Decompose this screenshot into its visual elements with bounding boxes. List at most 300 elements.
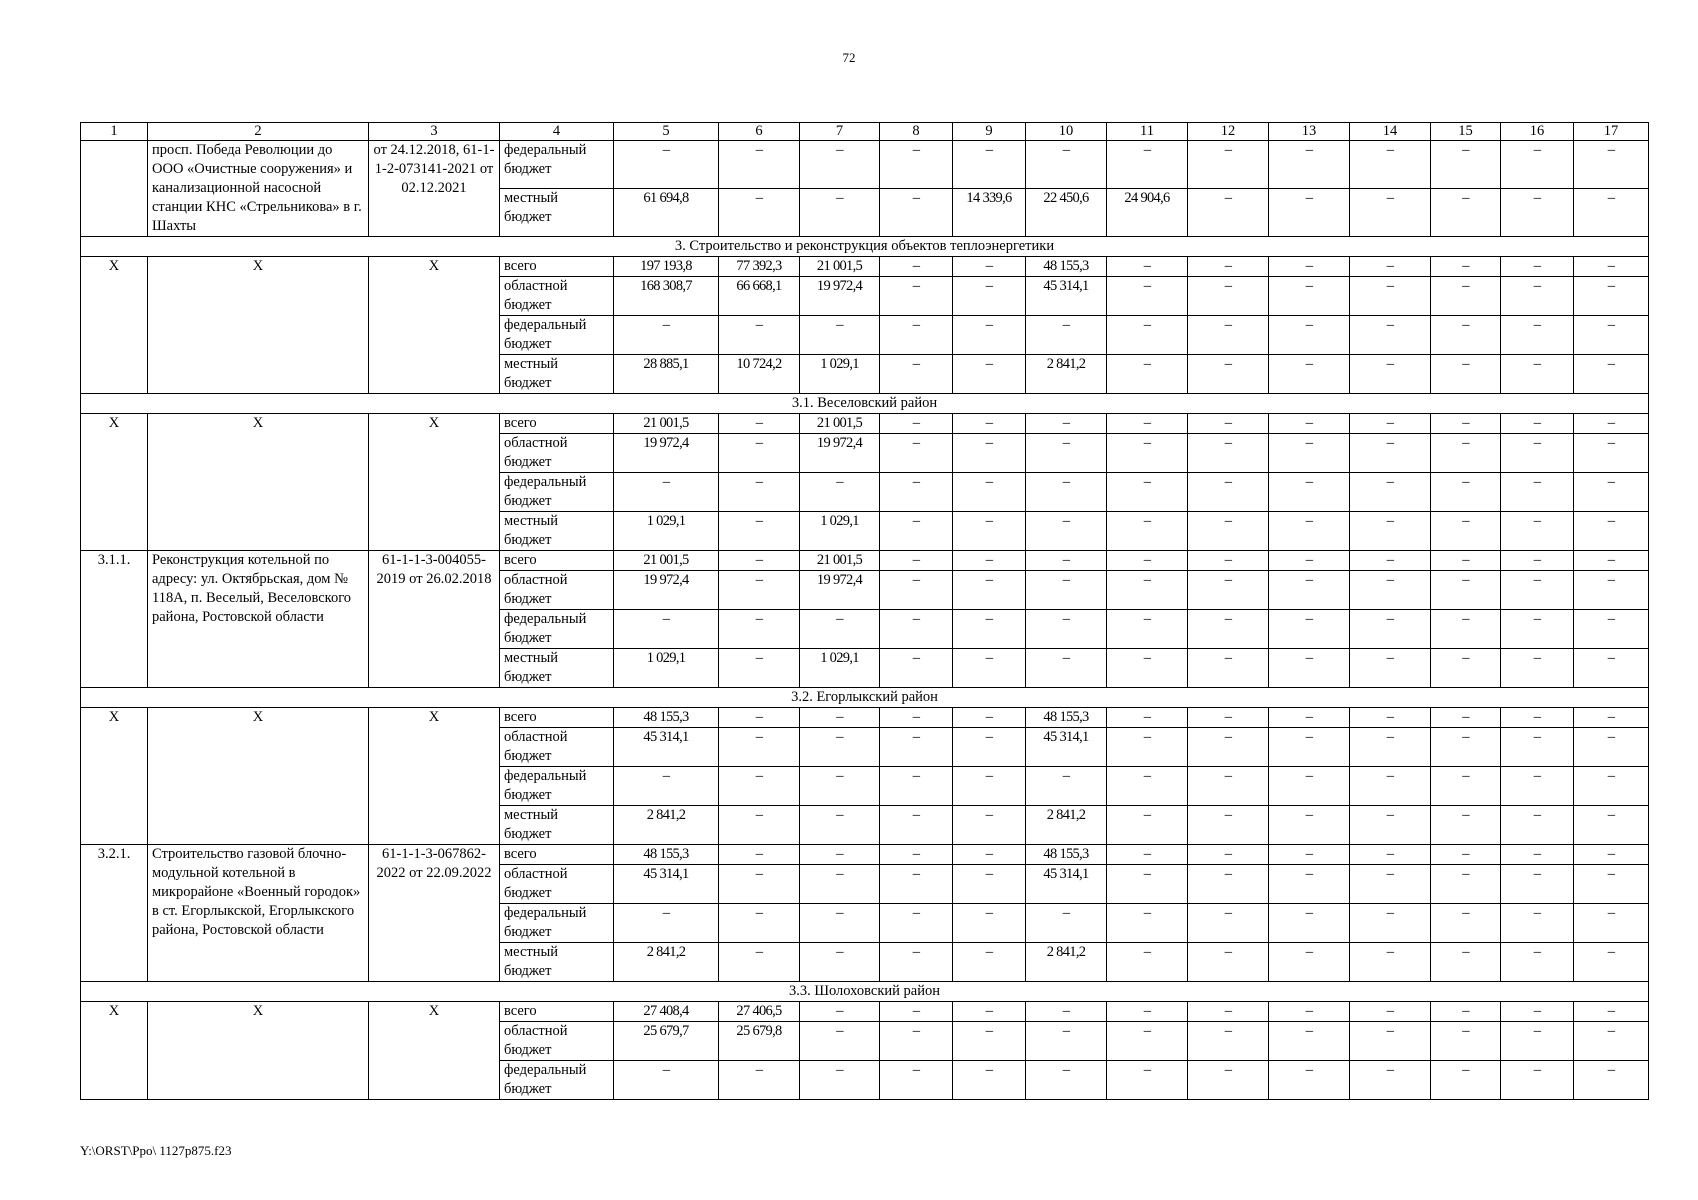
value-cell: – <box>1188 551 1269 571</box>
value-cell: – <box>800 845 880 865</box>
value-cell: – <box>1269 1022 1350 1061</box>
section-title: 3. Строительство и реконструкция объектов теплоэнергетики <box>81 237 1649 257</box>
value-cell: – <box>1107 649 1188 688</box>
value-cell: – <box>1188 277 1269 316</box>
value-cell: – <box>1107 806 1188 845</box>
section-title: 3.1. Веселовский район <box>81 394 1649 414</box>
value-cell: – <box>1107 1022 1188 1061</box>
value-cell: – <box>880 189 953 237</box>
value-cell: – <box>880 1002 953 1022</box>
column-header: 11 <box>1107 123 1188 141</box>
value-cell: 24 904,6 <box>1107 189 1188 237</box>
row-number-cell: 3.1.1. <box>81 551 148 688</box>
value-cell: 61 694,8 <box>614 189 719 237</box>
value-cell: – <box>1501 512 1574 551</box>
value-cell: – <box>800 806 880 845</box>
funding-source-cell: федеральный бюджет <box>500 141 614 189</box>
value-cell: – <box>1350 316 1431 355</box>
value-cell: – <box>800 473 880 512</box>
table-row <box>81 141 1649 189</box>
funding-source-cell: местный бюджет <box>500 512 614 551</box>
value-cell: – <box>953 571 1026 610</box>
row-number-cell: Х <box>81 257 148 394</box>
column-header: 4 <box>500 123 614 141</box>
value-cell: – <box>880 473 953 512</box>
funding-source-cell: федеральный бюджет <box>500 904 614 943</box>
value-cell: – <box>1501 571 1574 610</box>
column-header: 1 <box>81 123 148 141</box>
value-cell: – <box>1350 257 1431 277</box>
value-cell: – <box>800 316 880 355</box>
value-cell: – <box>1026 1022 1107 1061</box>
value-cell: – <box>1501 1022 1574 1061</box>
funding-source-cell: областной бюджет <box>500 571 614 610</box>
value-cell: – <box>1350 551 1431 571</box>
value-cell: – <box>1269 708 1350 728</box>
value-cell: – <box>1026 571 1107 610</box>
value-cell: – <box>614 316 719 355</box>
value-cell: – <box>1501 1061 1574 1100</box>
value-cell: – <box>1269 610 1350 649</box>
value-cell: – <box>1188 257 1269 277</box>
value-cell: – <box>1188 512 1269 551</box>
value-cell: 27 408,4 <box>614 1002 719 1022</box>
value-cell: – <box>953 257 1026 277</box>
value-cell: – <box>719 845 800 865</box>
value-cell: – <box>1431 512 1501 551</box>
value-cell: 1 029,1 <box>800 649 880 688</box>
value-cell: – <box>1269 649 1350 688</box>
document-cell: 61-1-1-3-004055-2019 от 26.02.2018 <box>369 551 500 688</box>
value-cell: – <box>1107 257 1188 277</box>
value-cell: – <box>880 943 953 982</box>
value-cell: – <box>1107 571 1188 610</box>
document-cell: Х <box>369 1002 500 1100</box>
value-cell: – <box>719 865 800 904</box>
value-cell: – <box>1574 1061 1649 1100</box>
value-cell: – <box>953 610 1026 649</box>
value-cell: – <box>1431 708 1501 728</box>
funding-source-cell: областной бюджет <box>500 728 614 767</box>
value-cell: – <box>1574 865 1649 904</box>
value-cell: – <box>1269 141 1350 189</box>
value-cell: – <box>1574 512 1649 551</box>
value-cell: – <box>1574 189 1649 237</box>
value-cell: – <box>719 316 800 355</box>
value-cell: – <box>1188 316 1269 355</box>
funding-source-cell: всего <box>500 551 614 571</box>
value-cell: – <box>1431 1022 1501 1061</box>
value-cell: – <box>1501 1002 1574 1022</box>
value-cell: – <box>1501 316 1574 355</box>
value-cell: – <box>1188 806 1269 845</box>
value-cell: – <box>1574 1002 1649 1022</box>
value-cell: – <box>880 708 953 728</box>
value-cell: – <box>953 355 1026 394</box>
value-cell: – <box>614 610 719 649</box>
value-cell: 1 029,1 <box>614 649 719 688</box>
value-cell: – <box>1431 571 1501 610</box>
value-cell: – <box>953 1022 1026 1061</box>
value-cell: – <box>719 1061 800 1100</box>
value-cell: – <box>1107 865 1188 904</box>
value-cell: – <box>1350 610 1431 649</box>
value-cell: – <box>800 865 880 904</box>
column-header: 13 <box>1269 123 1350 141</box>
value-cell: – <box>1107 1002 1188 1022</box>
value-cell: 48 155,3 <box>1026 257 1107 277</box>
value-cell: – <box>1574 473 1649 512</box>
value-cell: – <box>1188 904 1269 943</box>
value-cell: – <box>1574 649 1649 688</box>
funding-source-cell: местный бюджет <box>500 943 614 982</box>
column-header: 7 <box>800 123 880 141</box>
value-cell: – <box>1431 728 1501 767</box>
value-cell: – <box>1107 943 1188 982</box>
value-cell: – <box>1188 610 1269 649</box>
value-cell: – <box>880 512 953 551</box>
value-cell: – <box>953 728 1026 767</box>
value-cell: – <box>800 1061 880 1100</box>
value-cell: – <box>614 473 719 512</box>
value-cell: 168 308,7 <box>614 277 719 316</box>
value-cell: – <box>1501 708 1574 728</box>
value-cell: – <box>1350 141 1431 189</box>
value-cell: – <box>953 277 1026 316</box>
value-cell: – <box>1188 473 1269 512</box>
value-cell: – <box>1574 610 1649 649</box>
funding-source-cell: всего <box>500 708 614 728</box>
value-cell: 19 972,4 <box>800 434 880 473</box>
value-cell: – <box>880 355 953 394</box>
value-cell: – <box>719 767 800 806</box>
value-cell: – <box>1026 473 1107 512</box>
value-cell: – <box>1188 649 1269 688</box>
value-cell: – <box>953 904 1026 943</box>
value-cell: – <box>1350 189 1431 237</box>
value-cell: – <box>1501 277 1574 316</box>
funding-source-cell: областной бюджет <box>500 277 614 316</box>
value-cell: 66 668,1 <box>719 277 800 316</box>
value-cell: – <box>1107 610 1188 649</box>
value-cell: 10 724,2 <box>719 355 800 394</box>
value-cell: – <box>1350 649 1431 688</box>
column-header: 9 <box>953 123 1026 141</box>
value-cell: – <box>880 845 953 865</box>
value-cell: – <box>953 414 1026 434</box>
value-cell: – <box>1431 189 1501 237</box>
value-cell: – <box>1350 434 1431 473</box>
value-cell: – <box>1431 806 1501 845</box>
value-cell: – <box>1501 189 1574 237</box>
value-cell: – <box>1574 904 1649 943</box>
value-cell: – <box>880 141 953 189</box>
value-cell: – <box>800 728 880 767</box>
value-cell: – <box>1188 1061 1269 1100</box>
value-cell: – <box>1350 571 1431 610</box>
value-cell: – <box>1501 728 1574 767</box>
value-cell: – <box>1269 277 1350 316</box>
value-cell: – <box>1574 414 1649 434</box>
value-cell: – <box>953 316 1026 355</box>
value-cell: – <box>1188 728 1269 767</box>
value-cell: – <box>1574 434 1649 473</box>
value-cell: – <box>880 277 953 316</box>
value-cell: – <box>1026 414 1107 434</box>
value-cell: 28 885,1 <box>614 355 719 394</box>
value-cell: – <box>800 904 880 943</box>
value-cell: – <box>719 414 800 434</box>
value-cell: – <box>800 767 880 806</box>
column-header-row <box>81 123 1649 141</box>
value-cell: – <box>1107 512 1188 551</box>
value-cell: – <box>953 434 1026 473</box>
value-cell: – <box>880 767 953 806</box>
value-cell: 45 314,1 <box>614 865 719 904</box>
page-number: 72 <box>842 50 856 65</box>
value-cell: – <box>1501 141 1574 189</box>
value-cell: – <box>1269 434 1350 473</box>
funding-source-cell: федеральный бюджет <box>500 610 614 649</box>
value-cell: 2 841,2 <box>614 806 719 845</box>
value-cell: – <box>1574 257 1649 277</box>
value-cell: – <box>880 257 953 277</box>
value-cell: – <box>953 806 1026 845</box>
value-cell: 2 841,2 <box>614 943 719 982</box>
value-cell: – <box>800 1002 880 1022</box>
value-cell: – <box>719 189 800 237</box>
value-cell: 2 841,2 <box>1026 355 1107 394</box>
value-cell: – <box>1350 512 1431 551</box>
value-cell: – <box>1269 316 1350 355</box>
value-cell: 19 972,4 <box>614 571 719 610</box>
column-header: 8 <box>880 123 953 141</box>
value-cell: 45 314,1 <box>614 728 719 767</box>
footer-path: Y:\ORST\Ppo\ 1127p875.f23 <box>80 1143 232 1158</box>
value-cell: – <box>880 316 953 355</box>
column-header: 15 <box>1431 123 1501 141</box>
value-cell: 21 001,5 <box>800 257 880 277</box>
value-cell: – <box>953 512 1026 551</box>
value-cell: – <box>719 512 800 551</box>
column-header: 16 <box>1501 123 1574 141</box>
funding-source-cell: областной бюджет <box>500 434 614 473</box>
value-cell: – <box>1574 806 1649 845</box>
value-cell: – <box>1501 943 1574 982</box>
value-cell: – <box>1501 355 1574 394</box>
value-cell: – <box>719 649 800 688</box>
row-number-cell: Х <box>81 414 148 551</box>
value-cell: – <box>1188 434 1269 473</box>
funding-source-cell: всего <box>500 257 614 277</box>
value-cell: – <box>1431 1061 1501 1100</box>
value-cell: – <box>1107 904 1188 943</box>
value-cell: 19 972,4 <box>800 571 880 610</box>
value-cell: – <box>1431 277 1501 316</box>
value-cell: – <box>1107 355 1188 394</box>
value-cell: – <box>880 551 953 571</box>
value-cell: – <box>719 141 800 189</box>
value-cell: – <box>719 708 800 728</box>
value-cell: – <box>1501 414 1574 434</box>
column-header: 14 <box>1350 123 1431 141</box>
value-cell: – <box>1501 806 1574 845</box>
value-cell: – <box>1431 1002 1501 1022</box>
value-cell: – <box>1026 434 1107 473</box>
column-header: 12 <box>1188 123 1269 141</box>
funding-source-cell: всего <box>500 845 614 865</box>
value-cell: – <box>1501 904 1574 943</box>
column-header: 17 <box>1574 123 1649 141</box>
document-cell: от 24.12.2018, 61-1-1-2-073141-2021 от 02.12.2021 <box>369 141 500 237</box>
value-cell: – <box>1107 277 1188 316</box>
value-cell: – <box>1269 943 1350 982</box>
value-cell: – <box>1269 904 1350 943</box>
value-cell: – <box>953 141 1026 189</box>
value-cell: – <box>1188 845 1269 865</box>
value-cell: – <box>1574 571 1649 610</box>
table-row <box>81 257 1649 277</box>
value-cell: – <box>953 845 1026 865</box>
value-cell: – <box>1501 473 1574 512</box>
value-cell: – <box>1026 316 1107 355</box>
value-cell: 77 392,3 <box>719 257 800 277</box>
value-cell: – <box>1350 1002 1431 1022</box>
value-cell: – <box>880 414 953 434</box>
object-name-cell: Строительство газовой блочно-модульной котельной в микрорайоне «Военный городок» в ст. Егорлыкской, Егорлыкского района, Ростовской области <box>148 845 369 982</box>
section-title-row <box>81 688 1649 708</box>
value-cell: 21 001,5 <box>800 551 880 571</box>
value-cell: – <box>1574 141 1649 189</box>
column-header: 10 <box>1026 123 1107 141</box>
value-cell: 22 450,6 <box>1026 189 1107 237</box>
value-cell: – <box>1350 473 1431 512</box>
value-cell: – <box>1269 571 1350 610</box>
value-cell: – <box>1188 708 1269 728</box>
object-name-cell: Х <box>148 257 369 394</box>
value-cell: – <box>1107 551 1188 571</box>
funding-source-cell: местный бюджет <box>500 649 614 688</box>
table-row <box>81 414 1649 434</box>
value-cell: – <box>1431 610 1501 649</box>
value-cell: – <box>1574 845 1649 865</box>
object-name-cell: Реконструкция котельной по адресу: ул. Октябрьская, дом № 118А, п. Веселый, Веселовского района, Ростовской области <box>148 551 369 688</box>
table-row <box>81 1002 1649 1022</box>
value-cell: – <box>1431 865 1501 904</box>
value-cell: – <box>1350 806 1431 845</box>
column-header: 6 <box>719 123 800 141</box>
value-cell: 21 001,5 <box>614 551 719 571</box>
value-cell: – <box>1026 551 1107 571</box>
section-title-row <box>81 394 1649 414</box>
value-cell: – <box>880 1061 953 1100</box>
value-cell: – <box>880 610 953 649</box>
value-cell: – <box>1107 316 1188 355</box>
value-cell: – <box>719 806 800 845</box>
value-cell: – <box>1188 943 1269 982</box>
value-cell: – <box>880 571 953 610</box>
value-cell: – <box>1501 610 1574 649</box>
value-cell: – <box>953 551 1026 571</box>
value-cell: – <box>1269 473 1350 512</box>
object-name-cell: Х <box>148 708 369 845</box>
table-row <box>81 845 1649 865</box>
value-cell: – <box>1269 865 1350 904</box>
row-number-cell: Х <box>81 708 148 845</box>
value-cell: – <box>1574 551 1649 571</box>
value-cell: – <box>1350 1061 1431 1100</box>
value-cell: – <box>1350 708 1431 728</box>
funding-source-cell: федеральный бюджет <box>500 473 614 512</box>
funding-source-cell: федеральный бюджет <box>500 316 614 355</box>
value-cell: – <box>1026 649 1107 688</box>
value-cell: – <box>1107 434 1188 473</box>
value-cell: – <box>1431 355 1501 394</box>
value-cell: – <box>719 610 800 649</box>
value-cell: 19 972,4 <box>614 434 719 473</box>
value-cell: 197 193,8 <box>614 257 719 277</box>
value-cell: – <box>1188 1002 1269 1022</box>
value-cell: – <box>1269 257 1350 277</box>
value-cell: – <box>1574 277 1649 316</box>
column-header: 3 <box>369 123 500 141</box>
value-cell: – <box>1269 1002 1350 1022</box>
value-cell: – <box>1269 551 1350 571</box>
value-cell: – <box>953 1061 1026 1100</box>
table-row <box>81 551 1649 571</box>
value-cell: 19 972,4 <box>800 277 880 316</box>
value-cell: – <box>1107 473 1188 512</box>
budget-table <box>80 122 1649 1100</box>
section-title-row <box>81 982 1649 1002</box>
value-cell: – <box>719 571 800 610</box>
value-cell: – <box>953 649 1026 688</box>
value-cell: – <box>1188 767 1269 806</box>
value-cell: – <box>1269 355 1350 394</box>
value-cell: – <box>1501 434 1574 473</box>
row-number-cell <box>81 141 148 237</box>
column-header: 2 <box>148 123 369 141</box>
value-cell: – <box>1107 1061 1188 1100</box>
value-cell: 21 001,5 <box>614 414 719 434</box>
value-cell: – <box>880 1022 953 1061</box>
value-cell: – <box>614 767 719 806</box>
value-cell: – <box>1350 904 1431 943</box>
value-cell: – <box>1188 414 1269 434</box>
row-number-cell: Х <box>81 1002 148 1100</box>
value-cell: – <box>1026 512 1107 551</box>
value-cell: – <box>1431 141 1501 189</box>
value-cell: – <box>880 806 953 845</box>
value-cell: 1 029,1 <box>800 512 880 551</box>
value-cell: – <box>800 141 880 189</box>
value-cell: – <box>719 904 800 943</box>
value-cell: – <box>1431 845 1501 865</box>
value-cell: – <box>1431 473 1501 512</box>
value-cell: 2 841,2 <box>1026 806 1107 845</box>
value-cell: – <box>1269 728 1350 767</box>
value-cell: – <box>1431 257 1501 277</box>
value-cell: – <box>1188 355 1269 394</box>
row-number-cell: 3.2.1. <box>81 845 148 982</box>
value-cell: – <box>1431 414 1501 434</box>
value-cell: – <box>1107 141 1188 189</box>
value-cell: – <box>1269 845 1350 865</box>
value-cell: – <box>1188 865 1269 904</box>
funding-source-cell: всего <box>500 1002 614 1022</box>
value-cell: – <box>1026 904 1107 943</box>
value-cell: – <box>1431 316 1501 355</box>
